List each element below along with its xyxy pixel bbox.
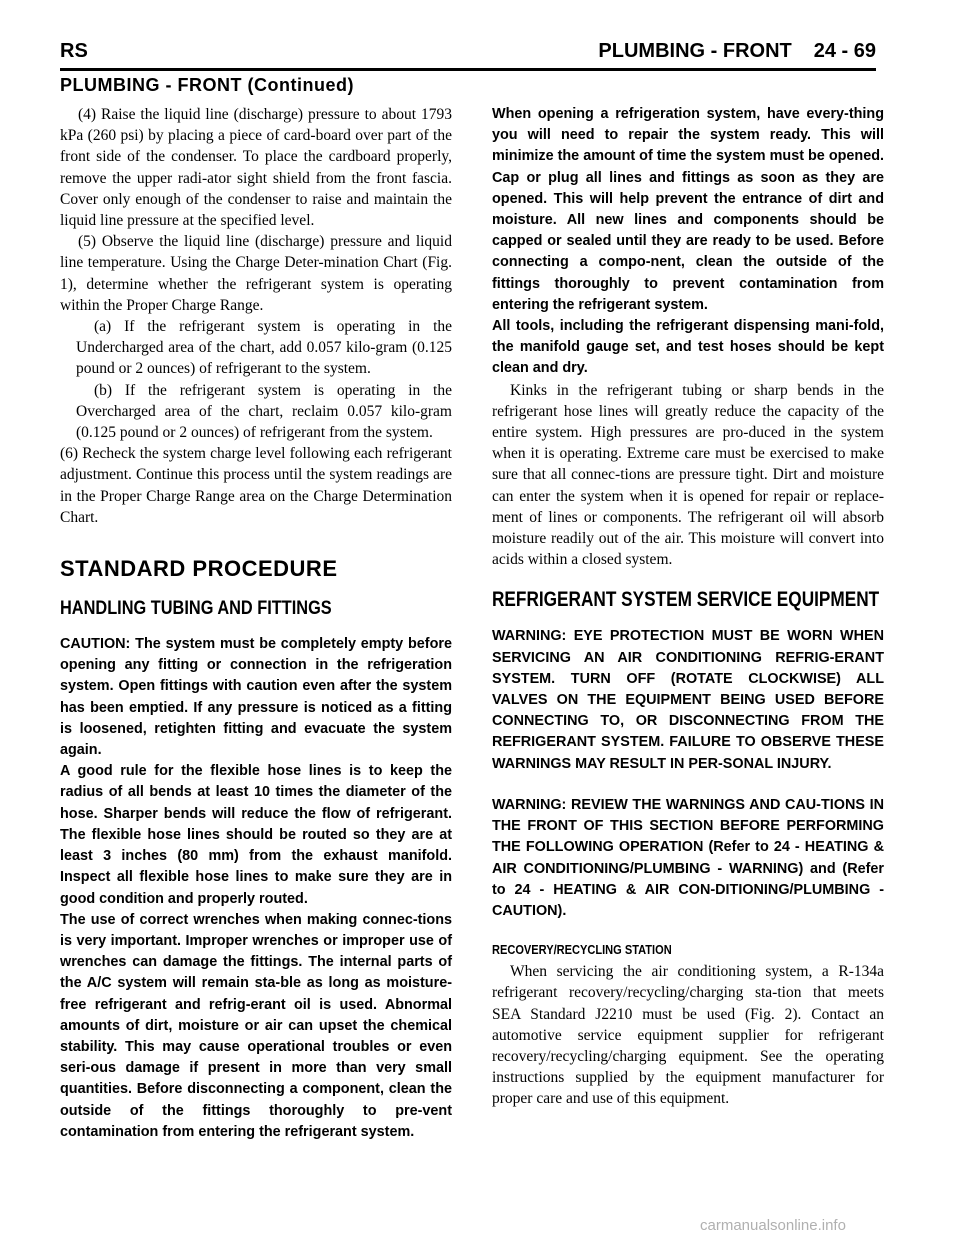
- heading-recovery-station: RECOVERY/RECYCLING STATION: [492, 942, 672, 958]
- caution-paragraph-2: A good rule for the flexible hose lines is to keep the radius of all bends at least 10 times the diameter of the hose. Sharper bends will reduce the flow of refrigerant. The flexible hose lines should be routed so they are at least 3 inches (80 mm) from the exhaust manifold. Inspect all flexible hose lines to make sure they are in good condition and properly routed.: [60, 763, 452, 907]
- heading-standard-procedure: STANDARD PROCEDURE: [60, 556, 338, 582]
- header-right: [598, 40, 876, 63]
- bold-paragraph-2: All tools, including the refrigerant dispensing mani-fold, the manifold gauge set, and test hoses should be kept clean and dry.: [492, 318, 884, 377]
- recovery-paragraph: When servicing the air conditioning system, a R-134a refrigerant recovery/recycling/charging sta-tion that meets SEA Standard J2210 must be used (Fig. 2). Contact an automotive service equipment supplier for refrigerant recovery/recycling/charging equipment. See the operating instructions supplied by the equipment manufacturer for proper care and use of this equipment.: [492, 963, 884, 1108]
- left-column: [60, 104, 452, 1143]
- step-5: (5) Observe the liquid line (discharge) pressure and liquid line temperature. Using the Charge Deter-mination Chart (Fig. 1), determine whether the refrigerant system is operating within the Proper Charge Range.: [60, 233, 452, 314]
- step-5a: (a) If the refrigerant system is operating in the Undercharged area of the chart, add 0.057 kilo-gram (0.125 pound or 2 ounces) of refrigerant to the system.: [76, 318, 452, 378]
- warning-2: WARNING: REVIEW THE WARNINGS AND CAU-TIONS IN THE FRONT OF THIS SECTION BEFORE PERFORMING THE FOLLOWING OPERATION (Refer to 24 - HEATING & AIR CONDITIONING/PLUMBING - WARNING) and (Refer to 24 - HEATING & AIR CON-DITIONING/PLUMBING - CAUTION).: [492, 796, 884, 919]
- caution-paragraph-1: CAUTION: The system must be completely empty before opening any fitting or connection in the refrigeration system. Open fittings with caution even after the system has been emptied. If any pressure is noticed as a fitting is loosened, retighten fitting and evacuate the system again.: [60, 636, 452, 759]
- step-4: (4) Raise the liquid line (discharge) pressure to about 1793 kPa (260 psi) by placing a piece of card-board over part of the front side of the condenser. To place the cardboard properly, remove the upper radi-ator sight shield from the front fascia. Cover only enough of the condenser to raise and maintain the liquid line pressure at the specified level.: [60, 106, 452, 230]
- section-title: PLUMBING - FRONT: [598, 40, 792, 62]
- step-6: (6) Recheck the system charge level following each refrigerant adjustment. Continue this process until the system readings are in the Proper Charge Range area on the Charge Determination Chart.: [60, 445, 452, 526]
- right-column: [492, 104, 884, 1110]
- step-5b: (b) If the refrigerant system is operating in the Overcharged area of the chart, reclaim 0.057 kilo-gram (0.125 pound or 2 ounces) of refrigerant from the system.: [76, 381, 452, 442]
- continued-title: PLUMBING - FRONT (Continued): [60, 75, 354, 95]
- caution-paragraph-3: The use of correct wrenches when making connec-tions is very important. Improper wrenches or improper use of wrenches can damage the fittings. The internal parts of the A/C system will remain sta-ble as long as moisture-free refrigerant and refrig-erant oil is used. Abnormal amounts of dirt, moisture or air can upset the chemical stability. This may cause operational troubles or even seri-ous damage if present in more than very small quantities. Before disconnecting a component, clean the outside of the fittings thoroughly to pre-vent contamination from entering the refrigerant system.: [60, 911, 452, 1140]
- manual-code: RS: [60, 40, 88, 62]
- kinks-paragraph: Kinks in the refrigerant tubing or sharp bends in the refrigerant hose lines will greatly reduce the capacity of the entire system. High pressures are pro-duced in the system when it is operating. Extreme care must be exercised to make sure that all connec-tions are pressure tight. Dirt and moisture can enter the system when it is opened for repair or replace-ment of lines or components. The refrigerant oil will absorb moisture readily out of the air. This moisture will convert into acids within a closed system.: [492, 381, 884, 569]
- bold-paragraph-1: When opening a refrigeration system, have every-thing you will need to repair the system ready. This will minimize the amount of time the system must be opened. Cap or plug all lines and fittings as soon as they are opened. This will help prevent the entrance of dirt and moisture. All new lines and components should be capped or sealed until they are ready to be used. Before connecting a compo-nent, clean the outside of the fittings thoroughly to prevent contamination from entering the refrigerant system.: [492, 106, 884, 313]
- heading-handling-tubing: HANDLING TUBING AND FITTINGS: [60, 598, 332, 620]
- heading-service-equipment: REFRIGERANT SYSTEM SERVICE EQUIPMENT: [492, 588, 880, 612]
- page-number: 24 - 69: [813, 40, 876, 62]
- warning-1: WARNING: EYE PROTECTION MUST BE WORN WHEN SERVICING AN AIR CONDITIONING REFRIG-ERANT SYSTEM. TURN OFF (ROTATE CLOCKWISE) ALL VALVES ON THE EQUIPMENT BEING USED BEFORE CONNECTING TO, OR DISCONNECTING FROM THE REFRIGERANT SYSTEM. FAILURE TO OBSERVE THESE WARNINGS MAY RESULT IN PER-SONAL INJURY.: [492, 628, 884, 772]
- watermark: carmanualsonline.info: [700, 1217, 846, 1234]
- page-header: [60, 36, 876, 71]
